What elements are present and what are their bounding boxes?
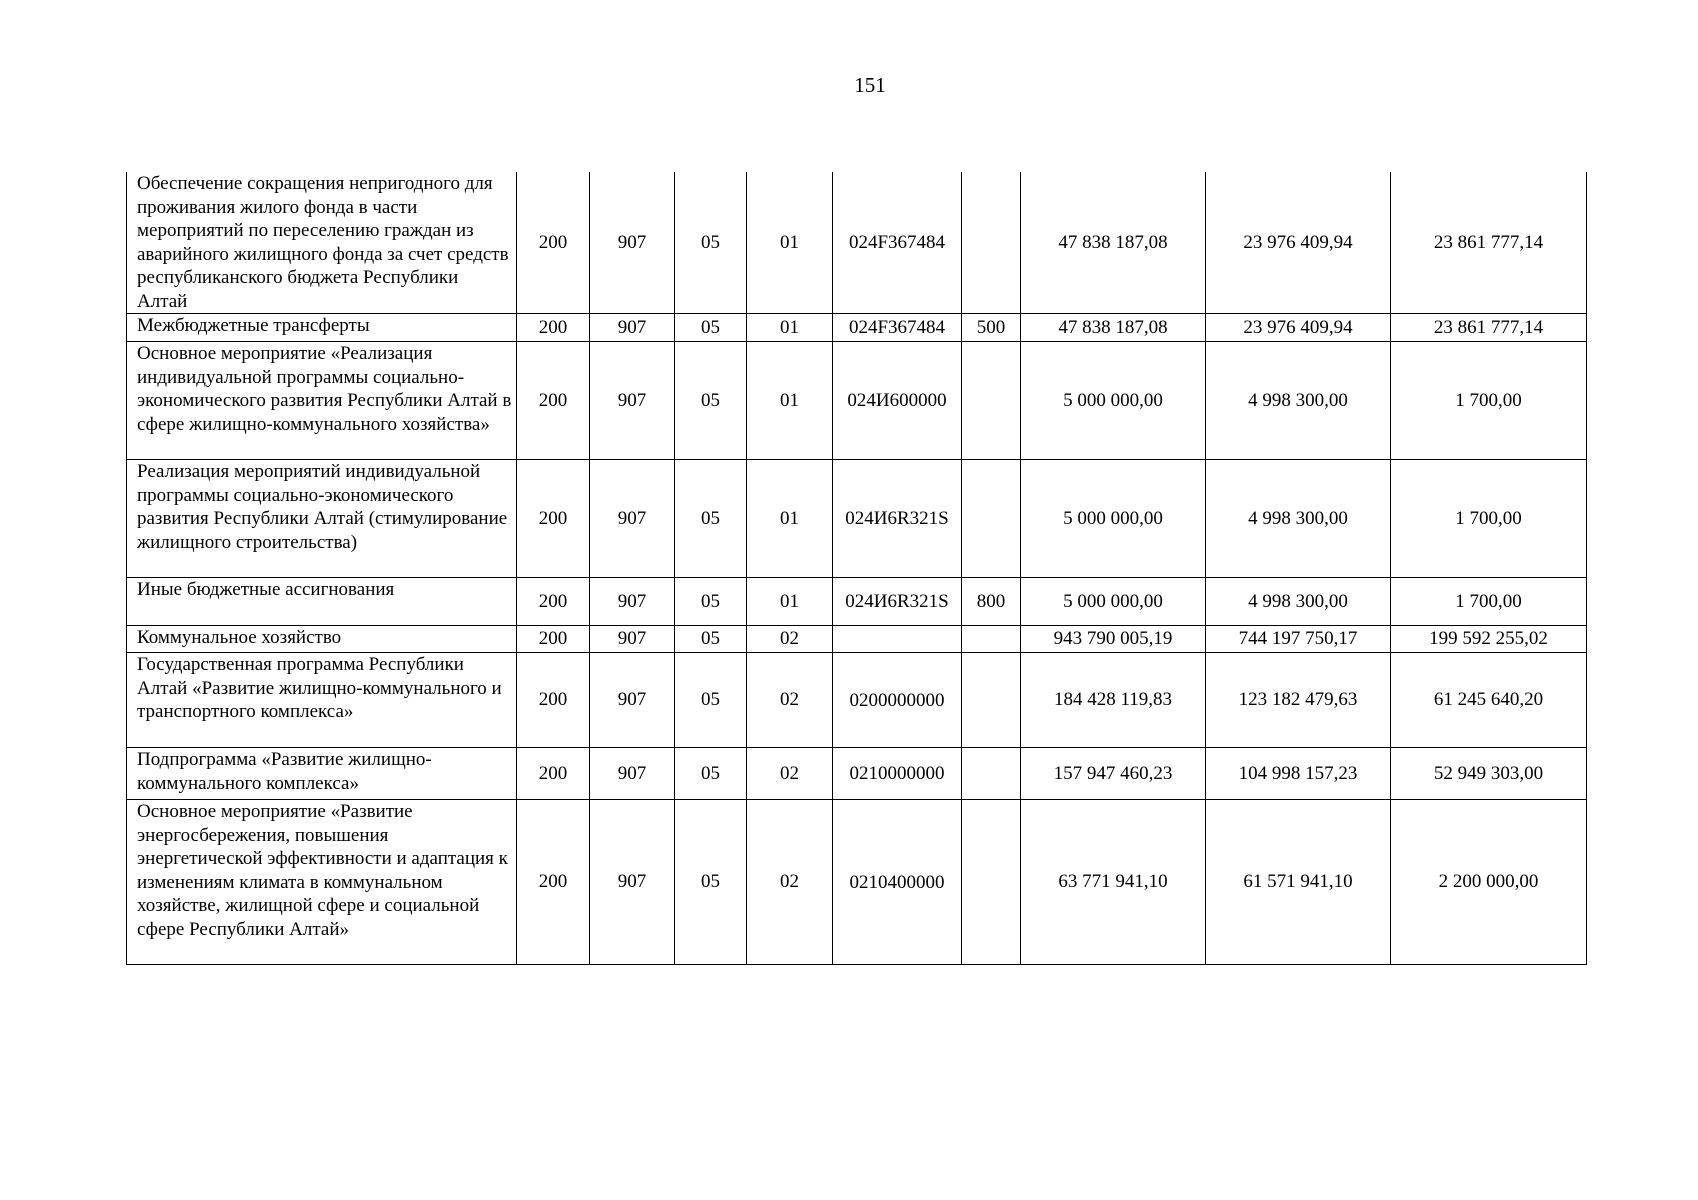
section-cell: 05 bbox=[675, 172, 747, 314]
ministry-cell: 907 bbox=[590, 172, 675, 314]
budget-table bbox=[126, 172, 1587, 965]
target-article-cell: 024И600000 bbox=[833, 342, 962, 460]
amount-cell: 63 771 941,10 bbox=[1021, 800, 1206, 965]
table-row bbox=[127, 460, 1587, 578]
expense-type-cell bbox=[962, 342, 1021, 460]
regional-amount-cell: 1 700,00 bbox=[1391, 342, 1587, 460]
code-cell: 200 bbox=[517, 578, 590, 626]
expense-type-cell: 800 bbox=[962, 578, 1021, 626]
section-cell: 05 bbox=[675, 342, 747, 460]
ministry-cell: 907 bbox=[590, 653, 675, 748]
federal-amount-cell: 61 571 941,10 bbox=[1206, 800, 1391, 965]
row-name-cell: Подпрограмма «Развитие жилищно-коммунального комплекса» bbox=[127, 748, 517, 800]
federal-amount-cell: 23 976 409,94 bbox=[1206, 172, 1391, 314]
amount-cell: 157 947 460,23 bbox=[1021, 748, 1206, 800]
table-row bbox=[127, 314, 1587, 342]
amount-cell: 47 838 187,08 bbox=[1021, 314, 1206, 342]
table-row bbox=[127, 342, 1587, 460]
row-name-cell: Реализация мероприятий индивидуальной программы социально-экономического развития Республики Алтай (стимулирование жилищного строительства) bbox=[127, 460, 517, 578]
code-cell: 200 bbox=[517, 653, 590, 748]
code-cell: 200 bbox=[517, 314, 590, 342]
subsection-cell: 01 bbox=[747, 314, 833, 342]
target-article-cell bbox=[833, 626, 962, 653]
federal-amount-cell: 744 197 750,17 bbox=[1206, 626, 1391, 653]
expense-type-cell bbox=[962, 626, 1021, 653]
section-cell: 05 bbox=[675, 653, 747, 748]
regional-amount-cell: 52 949 303,00 bbox=[1391, 748, 1587, 800]
federal-amount-cell: 4 998 300,00 bbox=[1206, 578, 1391, 626]
section-cell: 05 bbox=[675, 314, 747, 342]
amount-cell: 5 000 000,00 bbox=[1021, 578, 1206, 626]
ministry-cell: 907 bbox=[590, 314, 675, 342]
regional-amount-cell: 23 861 777,14 bbox=[1391, 172, 1587, 314]
row-name-cell: Обеспечение сокращения непригодного для проживания жилого фонда в части мероприятий по переселению граждан из аварийного жилищного фонда за счет средств республиканского бюджета Республики Алтай bbox=[127, 172, 517, 314]
table-row bbox=[127, 653, 1587, 748]
expense-type-cell bbox=[962, 653, 1021, 748]
code-cell: 200 bbox=[517, 460, 590, 578]
row-name-cell: Коммунальное хозяйство bbox=[127, 626, 517, 653]
row-name-cell: Государственная программа Республики Алтай «Развитие жилищно-коммунального и транспортного комплекса» bbox=[127, 653, 517, 748]
federal-amount-cell: 123 182 479,63 bbox=[1206, 653, 1391, 748]
ministry-cell: 907 bbox=[590, 748, 675, 800]
ministry-cell: 907 bbox=[590, 342, 675, 460]
subsection-cell: 02 bbox=[747, 800, 833, 965]
subsection-cell: 02 bbox=[747, 748, 833, 800]
code-cell: 200 bbox=[517, 800, 590, 965]
ministry-cell: 907 bbox=[590, 578, 675, 626]
ministry-cell: 907 bbox=[590, 800, 675, 965]
section-cell: 05 bbox=[675, 578, 747, 626]
table-row bbox=[127, 626, 1587, 653]
subsection-cell: 02 bbox=[747, 626, 833, 653]
federal-amount-cell: 4 998 300,00 bbox=[1206, 342, 1391, 460]
regional-amount-cell: 23 861 777,14 bbox=[1391, 314, 1587, 342]
ministry-cell: 907 bbox=[590, 460, 675, 578]
expense-type-cell bbox=[962, 748, 1021, 800]
target-article-cell: 0210400000 bbox=[833, 800, 962, 965]
federal-amount-cell: 23 976 409,94 bbox=[1206, 314, 1391, 342]
regional-amount-cell: 61 245 640,20 bbox=[1391, 653, 1587, 748]
row-name-cell: Основное мероприятие «Реализация индивидуальной программы социально-экономического развития Республики Алтай в сфере жилищно-коммунального хозяйства» bbox=[127, 342, 517, 460]
expense-type-cell bbox=[962, 800, 1021, 965]
section-cell: 05 bbox=[675, 626, 747, 653]
expense-type-cell bbox=[962, 460, 1021, 578]
amount-cell: 5 000 000,00 bbox=[1021, 460, 1206, 578]
regional-amount-cell: 1 700,00 bbox=[1391, 578, 1587, 626]
subsection-cell: 02 bbox=[747, 653, 833, 748]
amount-cell: 5 000 000,00 bbox=[1021, 342, 1206, 460]
subsection-cell: 01 bbox=[747, 172, 833, 314]
regional-amount-cell: 199 592 255,02 bbox=[1391, 626, 1587, 653]
amount-cell: 47 838 187,08 bbox=[1021, 172, 1206, 314]
code-cell: 200 bbox=[517, 342, 590, 460]
code-cell: 200 bbox=[517, 748, 590, 800]
amount-cell: 184 428 119,83 bbox=[1021, 653, 1206, 748]
target-article-cell: 0210000000 bbox=[833, 748, 962, 800]
table-row bbox=[127, 578, 1587, 626]
subsection-cell: 01 bbox=[747, 460, 833, 578]
table-row bbox=[127, 172, 1587, 314]
federal-amount-cell: 4 998 300,00 bbox=[1206, 460, 1391, 578]
amount-cell: 943 790 005,19 bbox=[1021, 626, 1206, 653]
row-name-cell: Межбюджетные трансферты bbox=[127, 314, 517, 342]
section-cell: 05 bbox=[675, 748, 747, 800]
regional-amount-cell: 1 700,00 bbox=[1391, 460, 1587, 578]
code-cell: 200 bbox=[517, 626, 590, 653]
ministry-cell: 907 bbox=[590, 626, 675, 653]
subsection-cell: 01 bbox=[747, 342, 833, 460]
target-article-cell: 024F367484 bbox=[833, 172, 962, 314]
code-cell: 200 bbox=[517, 172, 590, 314]
target-article-cell: 024F367484 bbox=[833, 314, 962, 342]
subsection-cell: 01 bbox=[747, 578, 833, 626]
expense-type-cell bbox=[962, 172, 1021, 314]
expense-type-cell: 500 bbox=[962, 314, 1021, 342]
regional-amount-cell: 2 200 000,00 bbox=[1391, 800, 1587, 965]
federal-amount-cell: 104 998 157,23 bbox=[1206, 748, 1391, 800]
table-row bbox=[127, 800, 1587, 965]
target-article-cell: 024И6R321S bbox=[833, 460, 962, 578]
target-article-cell: 024И6R321S bbox=[833, 578, 962, 626]
section-cell: 05 bbox=[675, 800, 747, 965]
page-number: 151 bbox=[854, 73, 886, 97]
row-name-cell: Иные бюджетные ассигнования bbox=[127, 578, 517, 626]
target-article-cell: 0200000000 bbox=[833, 653, 962, 748]
section-cell: 05 bbox=[675, 460, 747, 578]
table-row bbox=[127, 748, 1587, 800]
row-name-cell: Основное мероприятие «Развитие энергосбережения, повышения энергетической эффективности и адаптация к изменениям климата в коммунальном хозяйстве, жилищной сфере и социальной сфере Республики Алтай» bbox=[127, 800, 517, 965]
